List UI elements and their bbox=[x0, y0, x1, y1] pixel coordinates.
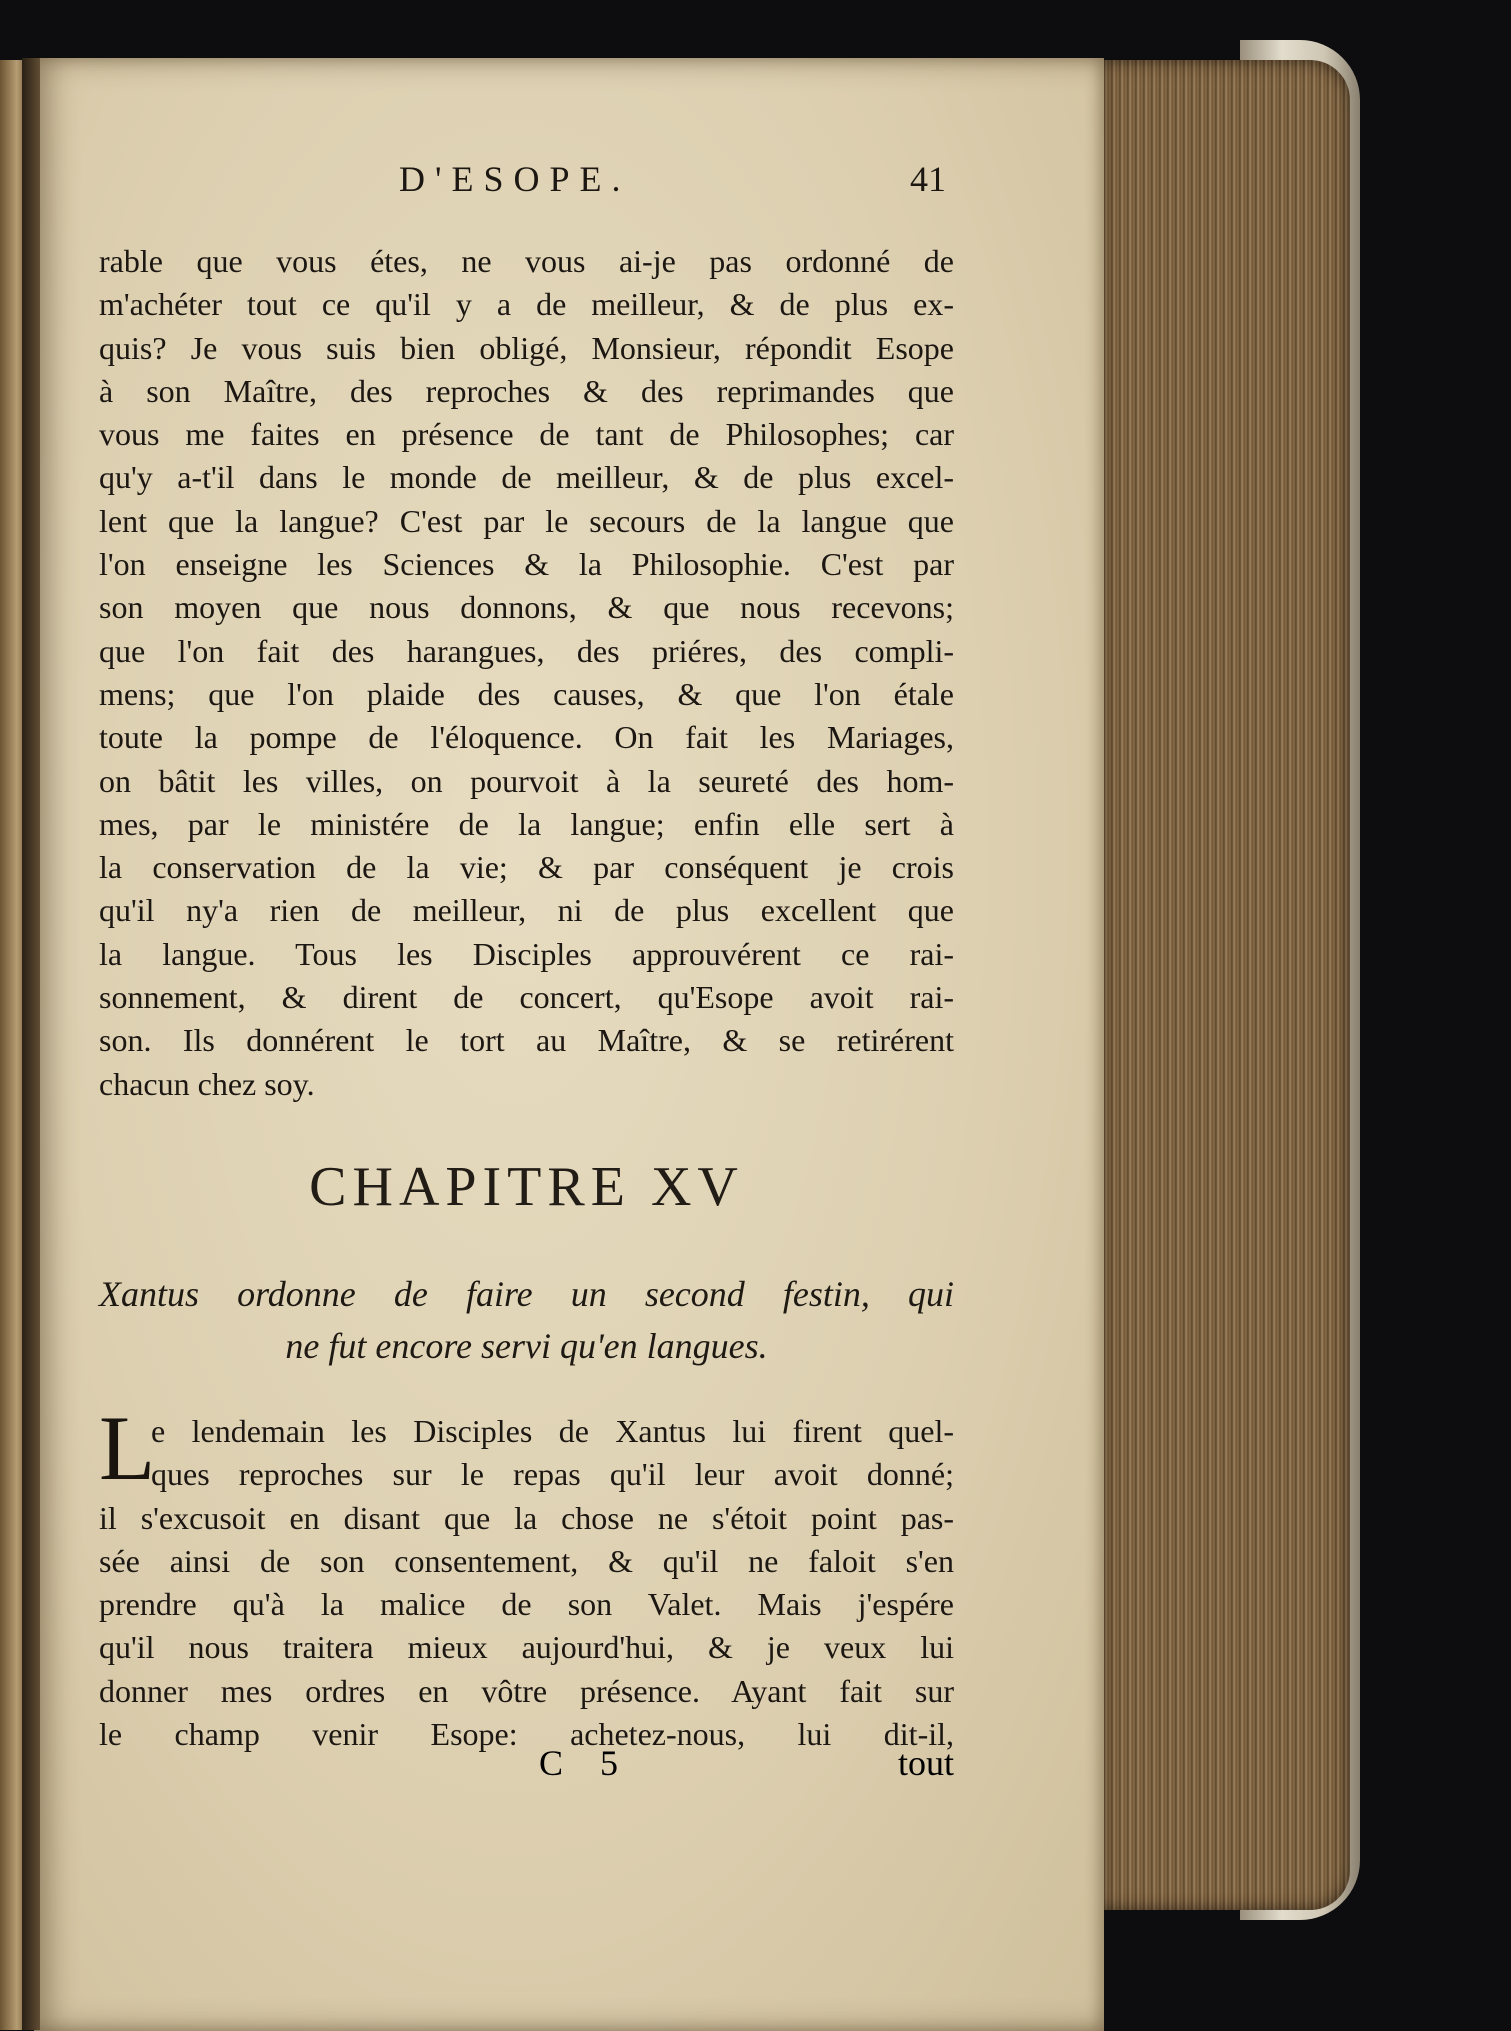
text-line: le champ venir Esope: achetez-nous, lui dit-il, bbox=[99, 1716, 954, 1753]
page-footer bbox=[99, 1742, 954, 1786]
body-text bbox=[99, 240, 954, 1106]
text-line: qu'il ny'a rien de meilleur, ni de plus excellent que bbox=[99, 892, 954, 929]
subtitle-line: Xantus ordonne de faire un second festin, qui bbox=[99, 1274, 954, 1314]
text-line: donner mes ordres en vôtre présence. Ayant fait sur bbox=[99, 1672, 954, 1709]
text-line: la langue. Tous les Disciples approuvérent ce rai- bbox=[99, 935, 954, 972]
text-line: on bâtit les villes, on pourvoit à la seureté des hom- bbox=[99, 762, 954, 799]
text-line: sonnement, & dirent de concert, qu'Esope avoit rai- bbox=[99, 979, 954, 1016]
running-title: D'ESOPE. bbox=[399, 159, 631, 199]
text-line: il s'excusoit en disant que la chose ne s'étoit point pas- bbox=[99, 1499, 954, 1536]
text-line: e lendemain les Disciples de Xantus lui firent quel- bbox=[151, 1413, 954, 1449]
text-line: vous me faites en présence de tant de Philosophes; car bbox=[99, 416, 954, 453]
text-line: quis? Je vous suis bien obligé, Monsieur, répondit Esope bbox=[99, 329, 954, 366]
text-line: qu'il nous traitera mieux aujourd'hui, & je veux lui bbox=[99, 1629, 954, 1666]
text-line: chacun chez soy. bbox=[99, 1065, 315, 1102]
text-line: qu'y a-t'il dans le monde de meilleur, & de plus excel- bbox=[99, 459, 954, 496]
gutter-shadow bbox=[22, 58, 40, 2030]
text-line: la conservation de la vie; & par conséquent je crois bbox=[99, 849, 954, 886]
chapter-title: CHAPITRE XV bbox=[309, 1156, 744, 1218]
text-line: son. Ils donnérent le tort au Maître, & se retirérent bbox=[99, 1022, 954, 1059]
text-line: lent que la langue? C'est par le secours de la langue que bbox=[99, 502, 954, 539]
text-line: mens; que l'on plaide des causes, & que l'on étale bbox=[99, 675, 954, 712]
text-line: m'achéter tout ce qu'il y a de meilleur, & de plus ex- bbox=[99, 286, 954, 323]
text-line: à son Maître, des reproches & des reprimandes que bbox=[99, 372, 954, 409]
text-line: sée ainsi de son consentement, & qu'il ne faloit s'en bbox=[99, 1542, 954, 1579]
chapter-paragraph bbox=[99, 1397, 954, 1756]
drop-cap: L bbox=[99, 1397, 156, 1499]
page-number: 41 bbox=[910, 159, 946, 199]
page-header bbox=[99, 158, 954, 212]
text-line: toute la pompe de l'éloquence. On fait les Mariages, bbox=[99, 719, 954, 756]
subtitle-line: ne fut encore servi qu'en langues. bbox=[285, 1326, 768, 1366]
catchword: tout bbox=[897, 1743, 954, 1783]
signature-mark: C 5 bbox=[539, 1743, 633, 1783]
text-line: rable que vous étes, ne vous ai-je pas ordonné de bbox=[99, 243, 954, 279]
text-line: prendre qu'à la malice de son Valet. Mais j'espére bbox=[99, 1586, 954, 1623]
text-line: ques reproches sur le repas qu'il leur avoit donné; bbox=[151, 1456, 954, 1493]
facing-page-edge bbox=[0, 60, 24, 2030]
text-line: son moyen que nous donnons, & que nous recevons; bbox=[99, 589, 954, 626]
text-line: mes, par le ministére de la langue; enfin elle sert à bbox=[99, 805, 954, 842]
text-line: l'on enseigne les Sciences & la Philosophie. C'est par bbox=[99, 546, 954, 583]
chapter-subtitle bbox=[99, 1268, 954, 1372]
page-block-edges bbox=[1100, 60, 1350, 1910]
text-line: que l'on fait des harangues, des priéres, des compli- bbox=[99, 632, 954, 669]
